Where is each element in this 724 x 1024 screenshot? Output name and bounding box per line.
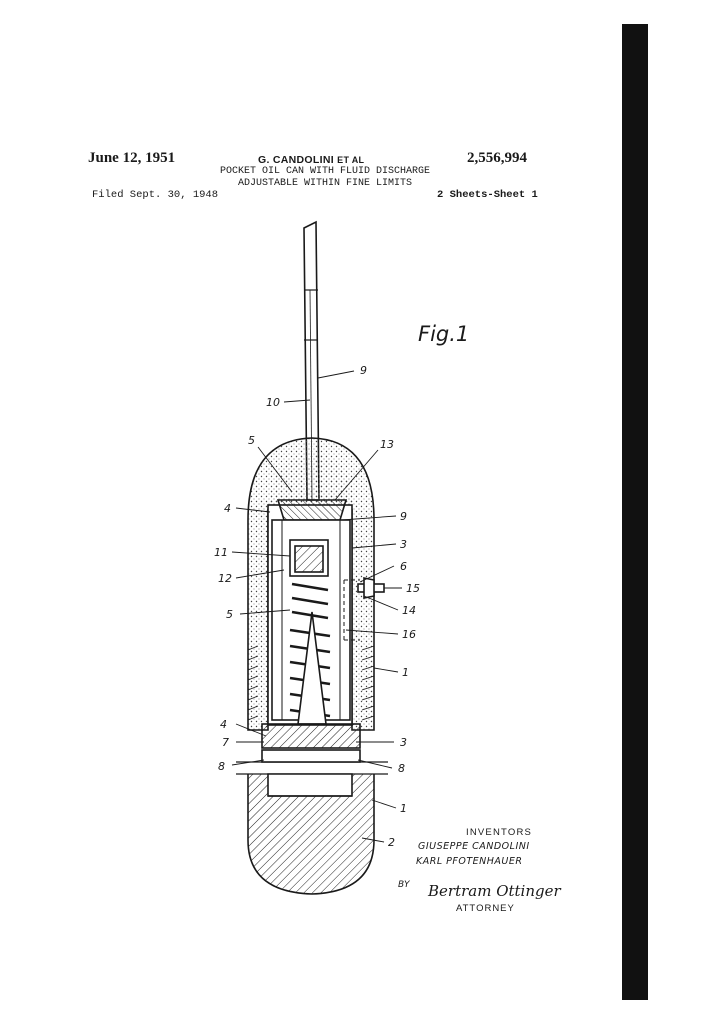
callout-7: 7 [222, 736, 229, 749]
callout-5-mid: 5 [226, 608, 233, 621]
callout-9-mid: 9 [400, 510, 407, 523]
patent-title-line2: ADJUSTABLE WITHIN FINE LIMITS [238, 178, 413, 189]
attorney-signature: Bertram Ottinger [428, 882, 561, 900]
figure-label: Fig.1 [418, 322, 470, 346]
callout-8-right: 8 [398, 762, 405, 775]
callout-3-low: 3 [400, 736, 407, 749]
inventor-surname: G. CANDOLINI [258, 154, 334, 166]
inventor-1: GIUSEPPE CANDOLINI [418, 841, 530, 852]
callout-12: 12 [218, 572, 232, 585]
sheet-count: 2 Sheets-Sheet 1 [437, 189, 538, 201]
callout-15: 15 [406, 582, 420, 595]
callout-3-top: 3 [400, 538, 407, 551]
et-al: ET AL [337, 155, 365, 165]
callout-6: 6 [400, 560, 407, 573]
callout-5-top: 5 [248, 434, 255, 447]
patent-number: 2,556,994 [467, 150, 527, 166]
callout-8-left: 8 [218, 760, 225, 773]
patent-date: June 12, 1951 [88, 150, 176, 166]
inventors-heading: INVENTORS [466, 827, 533, 838]
callout-2: 2 [388, 836, 395, 849]
attorney-label: ATTORNEY [456, 903, 515, 914]
callout-1-mid: 1 [402, 666, 409, 679]
callout-13: 13 [380, 438, 394, 451]
callout-10: 10 [266, 396, 280, 409]
inventor-2: KARL PFOTENHAUER [416, 856, 523, 867]
filed-date: Filed Sept. 30, 1948 [92, 189, 219, 201]
callout-9-top: 9 [360, 364, 367, 377]
callout-14: 14 [402, 604, 416, 617]
by-label: BY [398, 880, 410, 890]
callout-16: 16 [402, 628, 416, 641]
valve-seat [278, 500, 346, 520]
callout-4-top: 4 [224, 502, 231, 515]
base-block [262, 724, 360, 748]
callout-1-low: 1 [400, 802, 407, 815]
patent-title-line1: POCKET OIL CAN WITH FLUID DISCHARGE [220, 166, 431, 177]
callout-11: 11 [214, 546, 228, 559]
callout-4-low: 4 [220, 718, 227, 731]
